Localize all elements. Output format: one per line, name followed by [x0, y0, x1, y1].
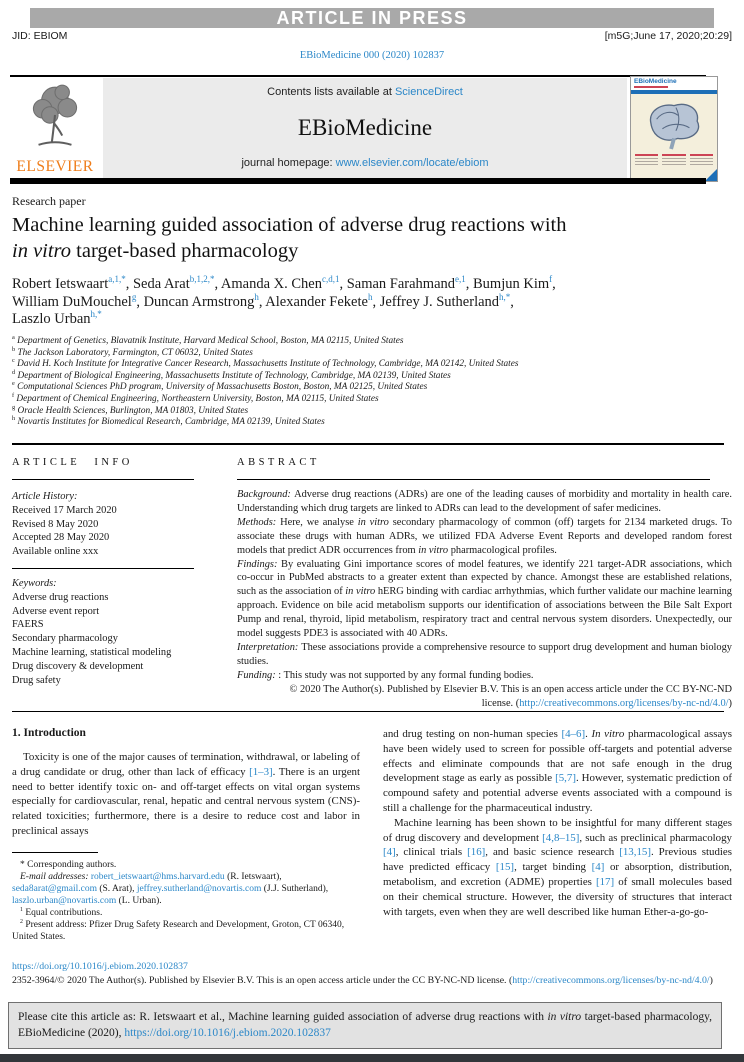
link[interactable]: robert_ietswaart@hms.harvard.edu: [90, 872, 225, 882]
italic-term: in vitro: [12, 239, 72, 262]
link[interactable]: ScienceDirect: [394, 86, 463, 98]
citation-ref[interactable]: [4,8–15]: [542, 831, 580, 844]
link[interactable]: https://doi.org/10.1016/j.ebiom.2020.102837: [124, 1027, 331, 1039]
corresponding-authors-note: * Corresponding authors.: [20, 860, 117, 870]
email-addresses-note: [12, 871, 360, 907]
journal-citation-link[interactable]: EBioMedicine 000 (2020) 102837: [299, 50, 445, 61]
abstract-column: [237, 488, 732, 711]
jid-label: JID: EBIOM: [12, 30, 68, 42]
affiliation-text: Oracle Health Sciences, Burlington, MA 01803, United States: [15, 405, 249, 416]
keyword-item: Adverse event report: [12, 605, 100, 617]
footnote-rule: [12, 852, 98, 853]
affiliation-text: The Jackson Laboratory, Farmington, CT 06032, United States: [15, 347, 253, 358]
author-name: Bumjun Kim: [473, 276, 550, 292]
footnote-equal-contributions: [12, 907, 360, 919]
author-affiliation-sup[interactable]: e,1: [455, 274, 466, 285]
intro-left-column: [12, 750, 360, 839]
citation-ref[interactable]: [16]: [467, 846, 486, 859]
affiliation-sup: g: [12, 403, 16, 411]
affiliation-text: Department of Biological Engineering, Massachusetts Institute of Technology, Cambridge, MA 02139, United States: [15, 370, 451, 381]
cover-contents-columns: [631, 152, 717, 169]
keyword-item: Drug safety: [12, 674, 61, 686]
abstract-section-label: Methods:: [237, 516, 281, 528]
keyword-item: FAERS: [12, 619, 44, 631]
masthead-bottom-rule: [10, 178, 706, 184]
affiliation-item: [12, 345, 736, 360]
link[interactable]: http://creativecommons.org/licenses/by-nc-nd/4.0/: [512, 975, 710, 986]
italic-term: in vitro: [418, 544, 449, 556]
journal-cover-thumbnail[interactable]: [630, 76, 718, 182]
affiliation-item: [12, 333, 736, 348]
article-info-divider: [12, 568, 194, 569]
affiliation-list: [12, 333, 736, 429]
link[interactable]: http://creativecommons.org/licenses/by-nc-nd/4.0/: [519, 697, 729, 709]
abstract-section: Findings: By evaluating Gini importance scores of model features, we identify 221 target-ADR associations, which co-occur in PubMed abstracts to a greater extent than expected by chance. Amongst these are established relations, such as the association of in vitro hERG binding with cardiac arrhythmias, which further validate our machine learning approach. Evidence on bile acid metabolism supports our identification of associations between the Bile Salt Export Pump and renal, thyroid, lipid metabolism, respiratory tract and central nervous system disorders. Unexpectedly, our model suggests PDE3 is associated with 40 ADRs.: [237, 558, 732, 640]
author-affiliation-sup[interactable]: b,1,2,*: [189, 274, 215, 285]
keyword-item: Machine learning, statistical modeling: [12, 646, 172, 658]
citation-ref[interactable]: [1–3]: [249, 765, 273, 778]
footnote-block: [12, 852, 360, 943]
citation-ref[interactable]: [17]: [595, 875, 615, 888]
abstract-section-label: Funding:: [237, 669, 279, 681]
elsevier-wordmark: ELSEVIER: [16, 158, 94, 175]
abstract-section-label: Interpretation:: [237, 641, 302, 653]
affiliation-item: [12, 382, 736, 394]
journal-title: EBioMedicine: [297, 114, 433, 140]
author-name: William DuMouchel: [12, 293, 132, 310]
author-name: Amanda X. Chen: [220, 276, 322, 292]
italic-term: in vitro: [345, 586, 376, 598]
journal-homepage-note: [241, 157, 488, 169]
keywords-label: Keywords:: [12, 577, 57, 589]
intro-right-column: [383, 727, 732, 919]
author-affiliation-sup[interactable]: c,d,1: [321, 274, 340, 285]
article-info-column: [12, 490, 217, 687]
text-segment: 2352-3964/© 2020 The Author(s). Published by Elsevier B.V. This is an open access article under the CC BY-NC-ND license. (: [12, 975, 513, 986]
text-segment: (J.J. Sutherland),: [261, 884, 329, 894]
affiliation-sup: c: [12, 357, 15, 365]
author-affiliation-sup[interactable]: h,*: [499, 291, 511, 302]
italic-label: in vitro: [547, 1011, 582, 1023]
copyright-line2: [237, 697, 732, 711]
citation-ref[interactable]: [4]: [383, 846, 396, 859]
body-paragraph: Machine learning has been shown to be insightful for many different stages of drug discovery and development [4,8–15], such as preclinical pharmacology [4], clinical trials [16], and basic science research [13,15]. Previous studies have predicted efficacy [15], target binding [4] or absorption, distribution, metabolism, and excretion (ADME) properties [17] of small molecules based on their chemical structure. However, the diversity of structures that interact with targets, even when they are well described like human Ether-a-go-go-: [383, 816, 733, 918]
keyword-item: Secondary pharmacology: [12, 633, 118, 645]
affiliation-sup: f: [12, 391, 15, 399]
cover-column: [662, 154, 685, 167]
footnote-marker: 1: [20, 906, 23, 913]
article-history-list: [12, 504, 217, 559]
abstract-section: Background: Adverse drug reactions (ADRs) are one of the leading causes of morbidity and mortality in health care. Understanding which drug targets are linked to ADRs can lead to the development of safer medicines.: [237, 489, 732, 514]
abstract-section: Interpretation: These associations provide a comprehensive resource to support drug development and human biology studies.: [237, 641, 732, 667]
text-segment: ): [709, 975, 713, 986]
abstract-section-label: Findings:: [237, 558, 282, 570]
author-name: Duncan Armstrong: [143, 293, 255, 310]
text-segment: journal homepage:: [241, 157, 336, 169]
author-name: Saman Farahmand: [346, 276, 456, 292]
author-name: Laszlo Urban: [12, 311, 91, 327]
cover-journal-title: EBioMedicine: [634, 78, 677, 85]
journal-masthead-box: [103, 78, 627, 178]
author-list: Robert Ietswaart$^{a,1,*}$, Seda Arat$^{b,1,2,*}$, Amanda X. Chen$^{c,d,1}$, Saman Farahmand$^{e,1}$, Bumjun Kim$^f$, William DuMouchel$^g$, Duncan Armstrong$^h$, Alexander Fekete$^h$, Jeffrey J. Sutherland$^{h,*}$, Laszlo Urban$^{h,*}$: [12, 274, 556, 327]
body-paragraph: Toxicity is one of the major causes of termination, withdrawal, or labeling of a drug candidate or drug, other than lack of efficacy [1–3]. There is an urgent need to better identify toxic on- and off-target effects on vital organ systems especially for cardiovascular, renal, hepatic and central nervous system (CNS)-related toxicities; furthermore, there is a desire to reduce cost and labor in preclinical assays: [12, 751, 360, 837]
cover-art-area: [631, 94, 717, 152]
history-item: Accepted 28 May 2020: [12, 532, 110, 544]
italic-label: E-mail addresses:: [20, 872, 91, 882]
link[interactable]: jeffrey.sutherland@novartis.com: [136, 884, 262, 894]
text-segment: Equal contributions.: [22, 908, 103, 918]
text-segment: (R. Ietswaart),: [224, 872, 282, 882]
page-bottom-bar: [0, 1054, 744, 1062]
abstract-section: Methods: Here, we analyse in vitro secondary pharmacology of common (off) targets for 2134 marketed drugs. To associate these drugs with human ADRs, we utilized FDA Adverse Event Reports and developed random forest models that predict ADR occurrences from in vitro pharmacological profiles.: [237, 516, 732, 556]
footnote-marker: 2: [20, 918, 23, 925]
affiliation-text: Department of Genetics, Blavatnik Institute, Harvard Medical School, Boston, MA 02115, United States: [14, 336, 404, 346]
affiliation-text: Novartis Institutes for Biomedical Research, Cambridge, MA 02139, United States: [15, 417, 325, 428]
text-segment: license. (: [481, 697, 520, 709]
article-info-heading-rule: [12, 479, 194, 480]
article-type-label: Research paper: [12, 194, 86, 208]
elsevier-logo[interactable]: [10, 80, 100, 178]
article-history-label: Article History:: [12, 491, 78, 502]
body-paragraph: and drug testing on non-human species [4–6]. In vitro pharmacological assays have been widely used to screen for possible off-targets and potential adverse effects and eliminate compounds that are not safe enough in the drug development stage as early as possible [5,7]. However, systematic prediction of compound safety and potential adverse events associated with a compound is still a challenge for the pharmaceutical industry.: [383, 728, 732, 814]
author-affiliation-sup[interactable]: g: [131, 291, 137, 302]
author-affiliation-sup[interactable]: h: [254, 291, 259, 302]
abstract-section-label: Background:: [237, 489, 295, 500]
affiliation-text: David H. Koch Institute for Integrative Cancer Research, Massachusetts Institute of Technology, Cambridge, MA 02142, United States: [14, 359, 519, 370]
affiliation-item: [12, 391, 736, 406]
text-segment: (L. Urban).: [116, 896, 162, 906]
author-affiliation-sup[interactable]: a,1,*: [108, 274, 126, 285]
frontmatter-bottom-rule: [12, 711, 724, 712]
affiliation-item: [12, 359, 736, 371]
cover-headline-bar: [634, 86, 668, 88]
article-title-line2: in vitro target-based pharmacology: [12, 239, 299, 262]
citation-ref[interactable]: [5,7]: [555, 772, 576, 785]
affiliation-text: Computational Sciences PhD program, University of Massachusetts Boston, Boston, MA 02125, United States: [14, 382, 428, 393]
text-segment: ): [728, 697, 732, 709]
citation-ref[interactable]: [13,15]: [619, 846, 651, 859]
abstract-heading: ABSTRACT: [237, 457, 320, 468]
timestamp-label: [m5G;June 17, 2020;20:29]: [604, 30, 732, 42]
link[interactable]: seda8arat@gmail.com: [12, 884, 97, 894]
history-item: Available online xxx: [12, 546, 99, 558]
header-meta-row: [12, 30, 732, 42]
article-title: [12, 213, 722, 264]
citation-ref[interactable]: [15]: [495, 861, 515, 874]
affiliation-item: [12, 368, 736, 383]
text-segment: target-based pharmacology, EBioMedicine (2020),: [18, 1011, 712, 1039]
citation-ref[interactable]: [4–6]: [561, 728, 586, 740]
keyword-item: Drug discovery & development: [12, 660, 144, 672]
author-name: Robert Ietswaart: [12, 276, 109, 292]
article-in-press-banner: ARTICLE IN PRESS: [30, 8, 714, 28]
author-name: Alexander Fekete: [265, 293, 368, 310]
citation-box: [8, 1002, 722, 1049]
text-segment: Present address: Pfizer Drug Safety Research and Development, Groton, CT 06340, United States.: [12, 920, 345, 942]
author-name: Seda Arat: [132, 276, 190, 292]
author-affiliation-sup[interactable]: f: [549, 274, 553, 285]
affiliation-item: [12, 403, 736, 418]
history-item: Received 17 March 2020: [12, 504, 117, 516]
italic-term: in vitro: [357, 516, 389, 528]
abstract-sections: [237, 488, 732, 683]
citation-ref[interactable]: [4]: [591, 861, 605, 874]
cover-column: [690, 154, 713, 167]
cover-column: [635, 154, 658, 167]
abstract-heading-rule: [237, 479, 710, 480]
affiliation-text: Department of Chemical Engineering, Northeastern University, Boston, MA 02115, United States: [14, 393, 379, 404]
link[interactable]: laszlo.urban@novartis.com: [12, 896, 117, 906]
issn-copyright-note: [12, 975, 738, 986]
affiliation-sup: h: [12, 415, 16, 423]
keyword-item: Adverse drug reactions: [12, 591, 109, 603]
keywords-list: [12, 591, 217, 688]
footnote-present-address: [12, 919, 360, 943]
elsevier-tree-icon: [24, 80, 86, 152]
abstract-copyright: [237, 683, 732, 711]
text-segment: (S. Arat),: [96, 884, 137, 894]
frontmatter-top-rule: [12, 443, 724, 445]
history-item: Revised 8 May 2020: [12, 518, 99, 530]
italic-term: In vitro: [591, 728, 625, 740]
doi-link[interactable]: https://doi.org/10.1016/j.ebiom.2020.102837: [12, 961, 188, 972]
journal-cover-brain-illustration: [638, 96, 710, 150]
text-segment: Please cite this article as: R. Ietswaart et al., Machine learning guided association of adverse drug reactions with: [18, 1011, 548, 1023]
author-affiliation-sup[interactable]: h: [367, 291, 373, 302]
affiliation-item: [12, 417, 736, 429]
affiliation-sup: a: [12, 333, 15, 341]
article-title-line1: Machine learning guided association of adverse drug reactions with: [12, 214, 567, 236]
affiliation-sup: b: [12, 345, 16, 353]
masthead-top-rule: [10, 75, 706, 77]
copyright-line1: © 2020 The Author(s). Published by Elsevier B.V. This is an open access article under the CC BY-NC-ND: [289, 683, 732, 695]
abstract-section: Funding: : This study was not supported by any formal funding bodies.: [237, 669, 534, 681]
affiliation-sup: d: [12, 368, 16, 376]
cover-corner-triangle: [705, 169, 717, 181]
text-segment: Contents lists available at: [267, 86, 395, 98]
author-affiliation-sup[interactable]: h,*: [90, 309, 102, 320]
link[interactable]: www.elsevier.com/locate/ebiom: [335, 157, 489, 169]
cover-header: [631, 77, 717, 90]
section-heading-introduction: 1. Introduction: [12, 727, 86, 739]
article-info-heading: ARTICLE INFO: [12, 457, 133, 468]
author-name: Jeffrey J. Sutherland: [379, 293, 500, 310]
contents-list-note: [267, 86, 463, 98]
affiliation-sup: e: [12, 380, 15, 388]
